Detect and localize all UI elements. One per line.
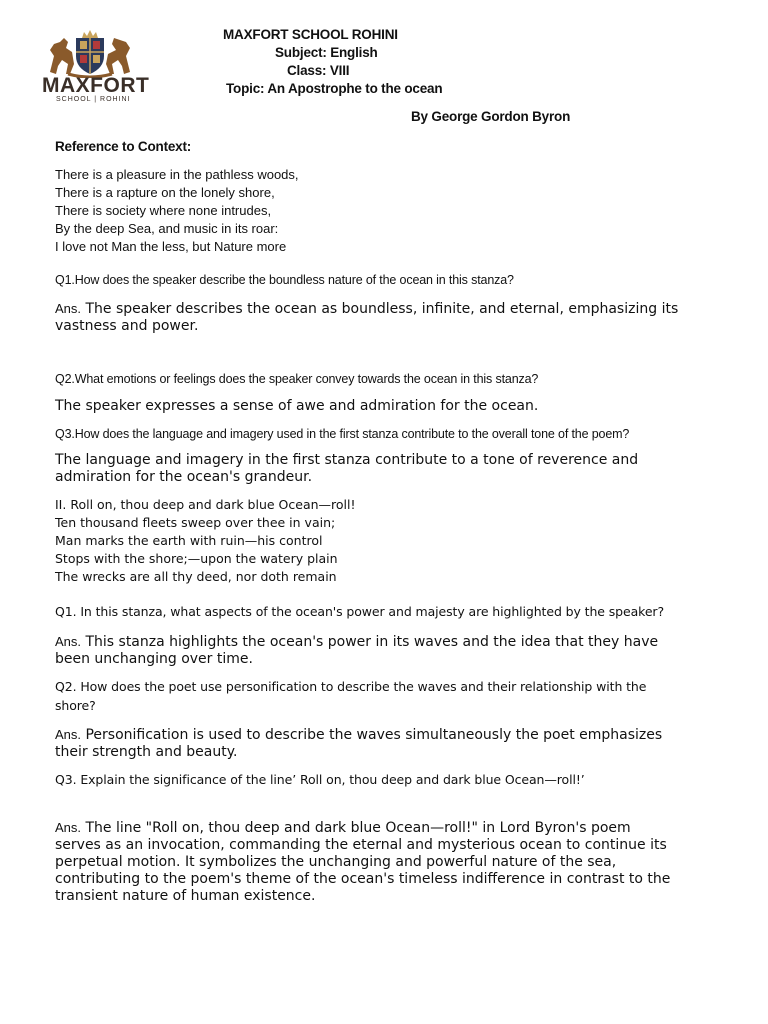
answer-label: Ans. <box>55 820 82 835</box>
poem-line: By the deep Sea, and music in its roar: <box>55 221 279 236</box>
answer-label: Ans. <box>55 634 82 649</box>
answer-text: Personification is used to describe the waves simultaneously the poet emphasizes their strength and beauty. <box>55 727 663 760</box>
section-heading: Reference to Context: <box>55 139 192 154</box>
poem-stanza-1 <box>55 166 299 256</box>
poem-line: Man marks the earth with ruin—his control <box>55 533 323 548</box>
question-1: Q1.How does the speaker describe the boundless nature of the ocean in this stanza? <box>55 273 514 287</box>
question-5-line-1: Q2. How does the poet use personification to describe the waves and their relationship with the <box>55 679 647 694</box>
question-5-line-2: shore? <box>55 698 96 713</box>
answer-6 <box>55 819 680 905</box>
answer-text: This stanza highlights the ocean's power in its waves and the idea that they have been unchanging over time. <box>55 634 659 667</box>
school-logo <box>40 30 150 104</box>
poem-line: Ten thousand fleets sweep over thee in vain; <box>55 515 336 530</box>
question-2: Q2.What emotions or feelings does the speaker convey towards the ocean in this stanza? <box>55 372 539 386</box>
answer-3: The language and imagery in the first stanza contribute to a tone of reverence and admiration for the ocean's grandeur. <box>55 452 639 485</box>
poem-stanza-2 <box>55 496 356 586</box>
poem-line: II. Roll on, thou deep and dark blue Ocean—roll! <box>55 497 356 512</box>
logo-wordmark: MAXFORT <box>42 74 150 97</box>
answer-4 <box>55 633 680 668</box>
topic-line: Topic: An Apostrophe to the ocean <box>226 81 443 96</box>
poem-line: Stops with the shore;—upon the watery plain <box>55 551 338 566</box>
question-3: Q3.How does the language and imagery used in the first stanza contribute to the overall tone of the poem? <box>55 427 630 441</box>
poem-line: There is society where none intrudes, <box>55 203 272 218</box>
answer-1 <box>55 300 680 335</box>
answer-label: Ans. <box>55 301 82 316</box>
poem-line: The wrecks are all thy deed, nor doth remain <box>55 569 337 584</box>
logo-subtitle: SCHOOL | ROHINI <box>56 96 131 103</box>
answer-label: Ans. <box>55 727 82 742</box>
question-4: Q1. In this stanza, what aspects of the ocean's power and majesty are highlighted by the speaker? <box>55 604 665 619</box>
crest-icon <box>44 30 136 78</box>
answer-2: The speaker expresses a sense of awe and admiration for the ocean. <box>55 398 539 414</box>
poem-line: There is a pleasure in the pathless woods, <box>55 167 299 182</box>
question-6: Q3. Explain the significance of the line’ Roll on, thou deep and dark blue Ocean—roll!’ <box>55 772 585 787</box>
poem-line: There is a rapture on the lonely shore, <box>55 185 275 200</box>
school-name: MAXFORT SCHOOL ROHINI <box>223 27 398 42</box>
poem-line: I love not Man the less, but Nature more <box>55 239 287 254</box>
author-line: By George Gordon Byron <box>411 109 571 124</box>
answer-5 <box>55 726 680 761</box>
class-line: Class: VIII <box>287 63 350 78</box>
answer-text: The speaker describes the ocean as boundless, infinite, and eternal, emphasizing its vastness and power. <box>55 301 679 334</box>
answer-text: The line "Roll on, thou deep and dark blue Ocean—roll!" in Lord Byron's poem serves as an invocation, commanding the eternal and mysterious ocean to continue its perpetual motion. It symbolizes the unchanging and powerful nature of the sea, contributing to the poem's theme of the ocean's timeless indifference in contrast to the transient nature of human existence. <box>55 820 671 904</box>
subject-line: Subject: English <box>275 45 378 60</box>
